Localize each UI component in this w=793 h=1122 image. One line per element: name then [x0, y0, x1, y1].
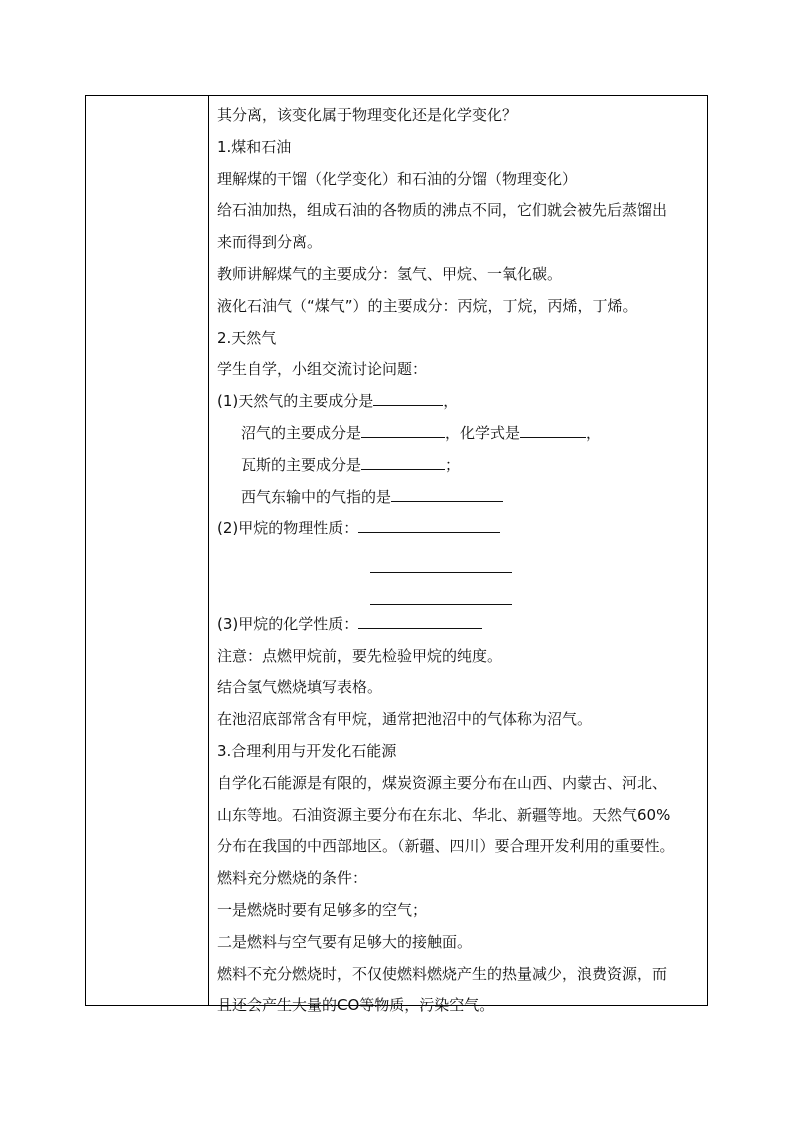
punctuation: ，: [443, 392, 459, 411]
answer-blank[interactable]: [361, 423, 445, 438]
question-2: [217, 515, 697, 547]
answer-line: [217, 579, 697, 611]
question-text: ，化学式是: [445, 423, 521, 442]
text-line: 给石油加热，组成石油的各物质的沸点不同，它们就会被先后蒸馏出: [217, 201, 668, 220]
question-1b: [217, 420, 697, 452]
lesson-table: [85, 95, 708, 1015]
text-line: 结合氢气燃烧填写表格。: [217, 678, 383, 697]
section-heading: 3.合理利用与开发化石能源: [217, 741, 397, 760]
text-line: 教师讲解煤气的主要成分：氢气、甲烷、一氧化碳。: [217, 264, 563, 283]
text-line: 燃料不充分燃烧时，不仅使燃料燃烧产生的热量减少，浪费资源，而: [217, 964, 668, 983]
question-3: [217, 611, 697, 643]
text-line: 在池沼底部常含有甲烷，通常把池沼中的气体称为沼气。: [217, 710, 593, 729]
text-line: 其分离，该变化属于物理变化还是化学变化？: [217, 106, 518, 124]
text-line: 液化石油气（“煤气”）的主要成分：丙烷，丁烷，丙烯，丁烯。: [217, 296, 638, 315]
answer-blank[interactable]: [361, 455, 445, 470]
section-heading: 1.煤和石油: [217, 137, 292, 156]
text-line: 注意：点燃甲烷前，要先检验甲烷的纯度。: [217, 646, 503, 665]
text-line: 山东等地。石油资源主要分布在东北、华北、新疆等地。天然气60%: [217, 805, 671, 824]
punctuation: ，: [586, 423, 602, 442]
answer-blank[interactable]: [520, 423, 586, 438]
section-heading: 2.天然气: [217, 328, 277, 347]
question-1a: [217, 388, 697, 420]
text-line: 分布在我国的中西部地区。（新疆、四川）要合理开发利用的重要性。: [217, 837, 675, 856]
question-text: (1)天然气的主要成分是: [217, 392, 374, 411]
question-text: 瓦斯的主要成分是: [241, 455, 362, 474]
content-cell: [217, 102, 697, 1024]
text-line: 自学化石能源是有限的，煤炭资源主要分布在山西、内蒙古、河北、: [217, 773, 668, 792]
answer-blank[interactable]: [358, 614, 482, 629]
question-1c: [217, 452, 697, 484]
question-text: (3)甲烷的化学性质：: [217, 614, 359, 633]
answer-blank[interactable]: [373, 391, 443, 406]
question-1d: [217, 484, 697, 516]
answer-blank[interactable]: [370, 572, 512, 573]
left-cell: [86, 96, 208, 1005]
answer-blank[interactable]: [358, 518, 500, 533]
answer-blank[interactable]: [391, 487, 503, 502]
text-line: 燃料充分燃烧的条件：: [217, 869, 368, 888]
question-text: 沼气的主要成分是: [241, 423, 362, 442]
column-divider: [208, 96, 209, 1005]
text-line: 一是燃烧时要有足够多的空气；: [217, 900, 428, 919]
text-line: 理解煤的干馏（化学变化）和石油的分馏（物理变化）: [217, 169, 578, 188]
text-line: 二是燃料与空气要有足够大的接触面。: [217, 932, 473, 951]
text-line: 且还会产生大量的CO等物质，污染空气。: [217, 996, 495, 1015]
answer-blank[interactable]: [370, 604, 512, 605]
punctuation: ；: [445, 455, 461, 474]
answer-line: [217, 547, 697, 579]
question-text: 西气东输中的气指的是: [241, 487, 392, 506]
question-text: (2)甲烷的物理性质：: [217, 519, 359, 538]
text-line: 学生自学，小组交流讨论问题：: [217, 360, 428, 379]
text-line: 来而得到分离。: [217, 233, 323, 252]
